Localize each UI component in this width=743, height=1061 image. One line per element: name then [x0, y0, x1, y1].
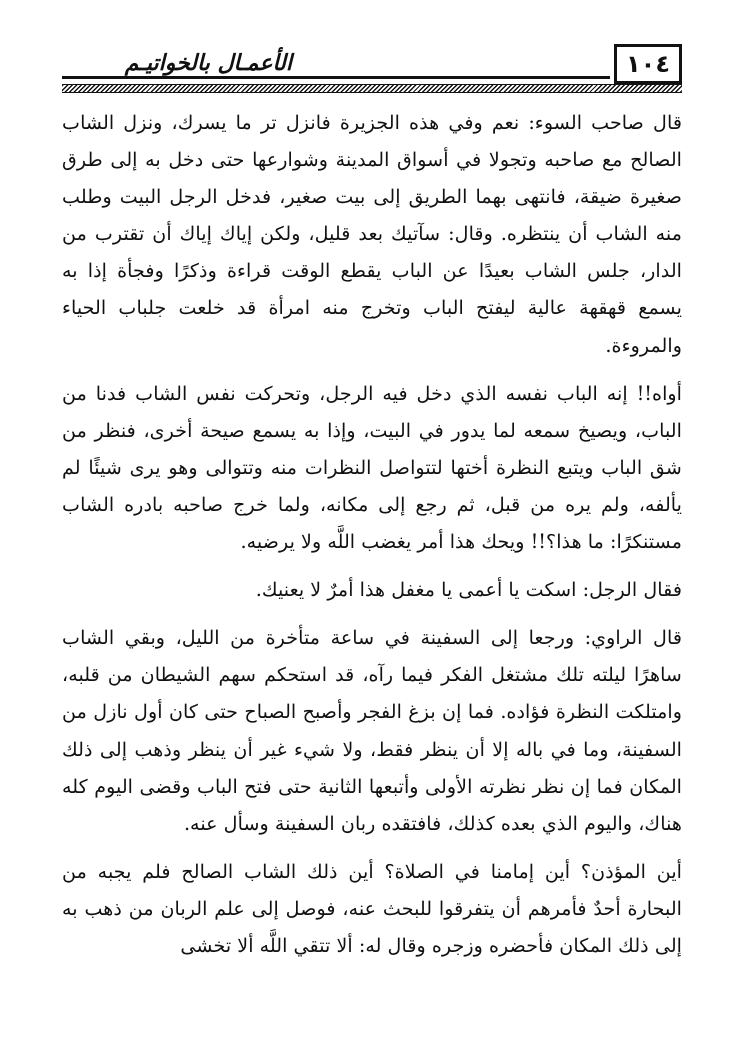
body-text	[62, 104, 682, 964]
page-header	[62, 40, 682, 98]
paragraph-5: أين المؤذن؟ أين إمامنا في الصلاة؟ أين ذلك الشاب الصالح فلم يجبه من البحارة أحدٌ فأمرهم أن يتفرقوا للبحث عنه، فوصل إلى علم الربان من ذهب به إلى ذلك المكان فأحضره وزجره وقال له: ألا تتقي اللَّه ألا تخشى	[62, 859, 682, 957]
paragraph-2: أواه!! إنه الباب نفسه الذي دخل فيه الرجل، وتحركت نفس الشاب فدنا من الباب، ويصيخ سمعه لما يدور في البيت، وإذا به يسمع صيحة أخرى، فنظر من شق الباب ويتبع النظرة أختها لتتواصل النظرات منه وتتوالى وهو يرى شيئًا لم يألفه، ولم يره من قبل، ثم رجع إلى مكانه، ولما خرج صاحبه بادره الشاب مستنكرًا: ما هذا؟!! ويحك هذا أمر يغضب اللَّه ولا يرضيه.	[62, 381, 682, 554]
header-hatched-border	[62, 84, 682, 93]
paragraph-3: فقال الرجل: اسكت يا أعمى يا مغفل هذا أمرٌ لا يعنيك.	[255, 578, 682, 602]
running-title: الأعمـال بالخواتيـم	[124, 50, 292, 76]
page-number: ١٠٤	[614, 44, 682, 84]
header-rule	[62, 76, 610, 79]
paragraph-4: قال الراوي: ورجعا إلى السفينة في ساعة متأخرة من الليل، وبقي الشاب ساهرًا ليلته تلك مشتغل الفكر فيما رآه، قد استحكم سهم الشيطان من قلبه، وامتلكت النظرة فؤاده. فما إن بزغ الفجر وأصبح الصباح حتى كان أول نازل من السفينة، وما في باله إلا أن ينظر فقط، ولا شيء غير أن ينظر وذهب إلى ذلك المكان فما إن نظر نظرته الأولى وأتبعها الثانية حتى فتح الباب وقضى اليوم كله هناك، واليوم الذي بعده كذلك، فافتقده ربان السفينة وسأل عنه.	[62, 626, 682, 835]
paragraph-1: قال صاحب السوء: نعم وفي هذه الجزيرة فانزل تر ما يسرك، ونزل الشاب الصالح مع صاحبه وتجولا في أسواق المدينة وشوارعها حتى دخل به إلى طرق صغيرة ضيقة، فانتهى بهما الطريق إلى بيت صغير، فدخل الرجل البيت وطلب منه الشاب أن ينتظره. وقال: سآتيك بعد قليل، ولكن إياك إياك أن تقترب من الدار، جلس الشاب بعيدًا عن الباب يقطع الوقت قراءة وذكرًا وفجأة إذا به يسمع قهقهة عالية ليفتح الباب وتخرج منه امرأة قد خلعت جلباب الحياء والمروءة.	[62, 111, 682, 357]
